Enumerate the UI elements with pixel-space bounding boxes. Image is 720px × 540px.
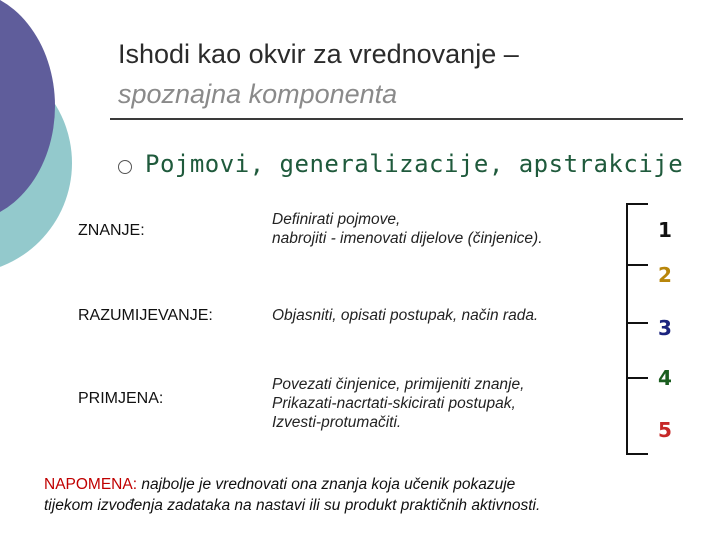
description-line: Definirati pojmove, [272, 211, 401, 228]
description-line: nabrojiti - imenovati dijelove (činjenice). [272, 230, 543, 247]
grade-5: 5 [658, 418, 672, 442]
note-text-line-2: tijekom izvođenja zadataka na nastavi ili su produkt praktičnih aktivnosti. [44, 497, 541, 514]
level-description-znanje [272, 210, 543, 248]
level-description-primjena [272, 375, 524, 432]
grade-scale-tick [626, 203, 648, 205]
level-description-razumijevanje [272, 306, 538, 325]
grade-scale-tick [626, 453, 648, 455]
note-text-line-1: najbolje je vrednovati ona znanja koja učenik pokazuje [137, 476, 516, 493]
grade-2: 2 [658, 263, 672, 287]
title-divider [110, 118, 683, 120]
bullet-circle-icon [118, 160, 132, 174]
description-line: Objasniti, opisati postupak, način rada. [272, 307, 539, 324]
title-line-1: Ishodi kao okvir za vrednovanje – [118, 39, 519, 69]
description-line: Prikazati-nacrtati-skicirati postupak, [272, 395, 516, 412]
grade-4: 4 [658, 366, 672, 390]
bullet-text: Pojmovi, generalizacije, apstrakcije [145, 150, 684, 178]
description-line: Povezati činjenice, primijeniti znanje, [272, 376, 525, 393]
level-label-razumijevanje: RAZUMIJEVANJE: [78, 307, 213, 324]
slide-title [118, 34, 698, 114]
grade-scale-tick [626, 322, 648, 324]
note [44, 474, 704, 516]
level-label-primjena: PRIMJENA: [78, 390, 164, 407]
title-line-2: spoznajna komponenta [118, 79, 398, 109]
description-line: Izvesti-protumačiti. [272, 414, 402, 431]
grade-3: 3 [658, 316, 672, 340]
grade-1: 1 [658, 218, 672, 242]
grade-scale-tick [626, 264, 648, 266]
grade-scale-tick [626, 377, 648, 379]
grade-scale-line [626, 203, 628, 455]
level-label-znanje: ZNANJE: [78, 222, 145, 239]
note-label: NAPOMENA: [44, 476, 138, 493]
